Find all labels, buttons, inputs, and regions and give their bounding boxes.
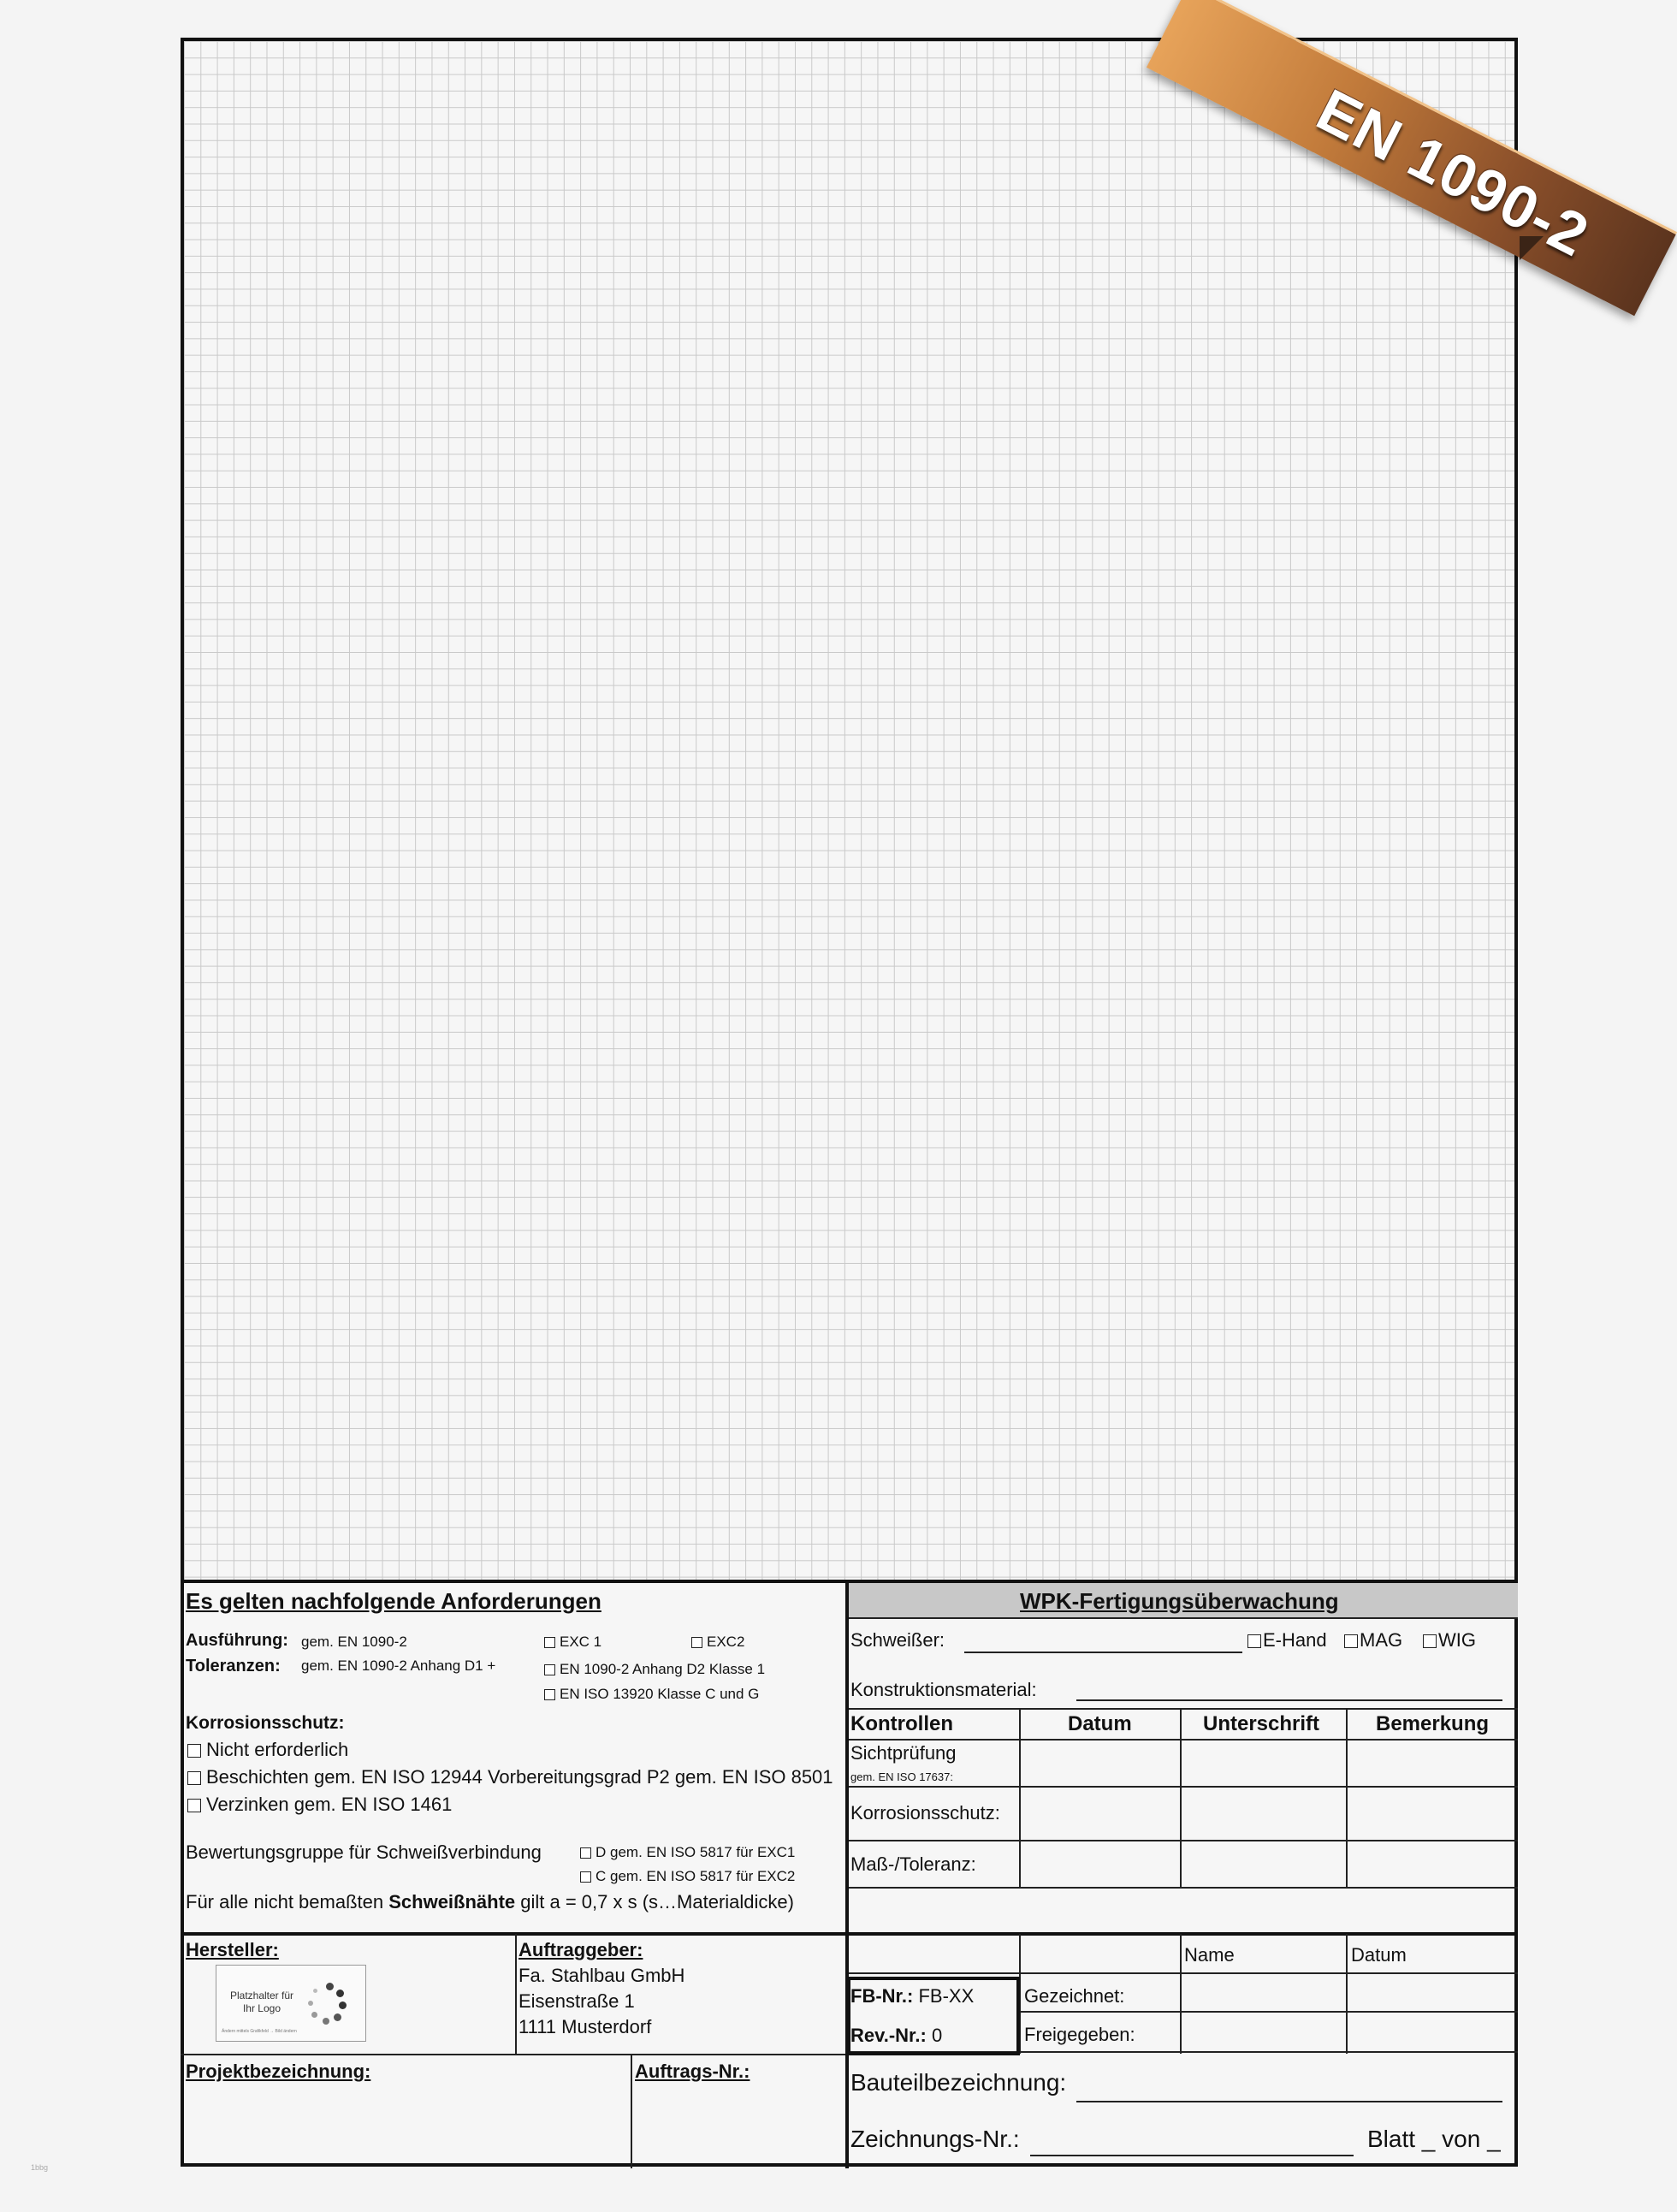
ehand-checkbox[interactable] [1247,1634,1261,1648]
toleranzen-label: Toleranzen: [186,1657,281,1675]
row-korrosionsschutz: Korrosionsschutz: [850,1802,1000,1824]
korrosion-label-1: Nicht erforderlich [206,1739,349,1760]
requirements-title: Es gelten nachfolgende Anforderungen [186,1588,601,1614]
tb-datum-header: Datum [1351,1944,1407,1966]
logo-hint: Ändern mittels Grafikfeld → Bild ändern [222,2029,297,2034]
logo-placeholder[interactable] [216,1965,366,2042]
col-bemerkung: Bemerkung [1376,1712,1490,1735]
rev-label: Rev.-Nr.: [850,2025,927,2046]
auftragsnr-label: Auftrags-Nr.: [635,2061,750,2082]
zeichnung-label: Zeichnungs-Nr.: [850,2126,1020,2152]
gezeichnet-label: Gezeichnet: [1024,1985,1125,2007]
proc-wig[interactable] [1423,1631,1476,1650]
bewertung-option-1[interactable] [580,1845,795,1859]
wpk-table-header-line [849,1739,1518,1741]
fb-nr [850,1987,974,2006]
korrosion-option-2[interactable] [187,1768,833,1787]
naht-prefix: Für alle nicht bemaßten [186,1891,389,1913]
bewertung-option-2[interactable] [580,1869,795,1883]
toleranzen-value: gem. EN 1090-2 Anhang D1 + [301,1658,496,1674]
bewertung-label-1: D gem. EN ISO 5817 für EXC1 [596,1844,796,1860]
col-unterschrift: Unterschrift [1203,1712,1320,1735]
bauteil-field[interactable] [1076,2101,1502,2102]
tolerance-label-2: EN ISO 13920 Klasse C und G [560,1686,760,1702]
zeichnung-field[interactable] [1030,2155,1354,2156]
logo-dot [326,1983,334,1990]
mag-checkbox[interactable] [1344,1634,1358,1648]
schweissnaht-note [186,1893,794,1912]
wpk-row-line-3 [849,1887,1518,1889]
naht-suffix: gilt a = 0,7 x s (s…Materialdicke) [515,1891,794,1913]
wpk-row-line-1 [849,1786,1518,1788]
col-kontrollen: Kontrollen [850,1712,953,1735]
wpk-table-top [849,1708,1518,1710]
row-mass-toleranz: Maß-/Toleranz: [850,1853,976,1875]
wpk-header-underline [849,1617,1518,1619]
exc2-label: EXC2 [707,1634,745,1650]
wpk-col-div-2 [1180,1708,1182,1889]
ribbon-text: EN 1090-2 [1307,75,1600,270]
hersteller-label: Hersteller: [186,1939,279,1960]
en1090-ribbon [1104,0,1600,282]
auftraggeber-line-2: Eisenstraße 1 [519,1990,635,2012]
naht-bold: Schweißnähte [388,1891,516,1913]
fb-label: FB-Nr.: [850,1985,914,2007]
left-lower-line [181,2054,849,2055]
mag-label: MAG [1360,1629,1403,1651]
schweisser-label: Schweißer: [850,1629,945,1651]
tolerance-checkbox-2[interactable] [544,1689,555,1700]
wig-label: WIG [1438,1629,1476,1651]
bewertung-label-2: C gem. EN ISO 5817 für EXC2 [596,1868,796,1884]
bauteil-label: Bauteilbezeichnung: [850,2069,1067,2096]
hersteller-divider [515,1934,517,2054]
wpk-title: WPK-Fertigungsüberwachung [1020,1588,1339,1614]
bewertung-checkbox-1[interactable] [580,1847,591,1859]
bewertung-label: Bewertungsgruppe für Schweißverbindung [186,1841,542,1863]
proc-mag[interactable] [1344,1631,1402,1650]
exc2-option[interactable] [691,1634,744,1649]
exc2-checkbox[interactable] [691,1637,702,1648]
freigegeben-label: Freigegeben: [1024,2024,1135,2045]
tb-name-header: Name [1184,1944,1235,1966]
logo-dot [311,2012,317,2018]
exc1-option[interactable] [544,1634,601,1649]
schweisser-field[interactable] [964,1652,1242,1653]
projekt-divider [631,2054,632,2168]
korrosion-label-3: Verzinken gem. EN ISO 1461 [206,1794,453,1815]
exc1-checkbox[interactable] [544,1637,555,1648]
tb-col-div-3 [1346,1934,1348,2054]
col-datum: Datum [1068,1712,1132,1735]
auftraggeber-line-3: 1111 Musterdorf [519,2016,652,2037]
ehand-label: E-Hand [1263,1629,1327,1651]
material-label: Konstruktionsmaterial: [850,1679,1037,1700]
korrosion-option-1[interactable] [187,1741,348,1759]
auftraggeber-line-1: Fa. Stahlbau GmbH [519,1965,685,1986]
korrosion-checkbox-1[interactable] [187,1744,201,1758]
korrosion-label: Korrosionsschutz: [186,1713,345,1733]
ribbon-fold [1520,236,1544,260]
material-field[interactable] [1076,1699,1502,1701]
tolerance-option-2[interactable] [544,1687,759,1701]
logo-placeholder-text: Platzhalter für Ihr Logo [229,1990,294,2014]
tolerance-checkbox-1[interactable] [544,1664,555,1675]
tb-line-3 [1020,2051,1518,2053]
document-id: 1bbg [31,2163,49,2172]
korrosion-option-3[interactable] [187,1795,452,1814]
mid-block-border [181,1932,1518,1936]
projekt-label: Projektbezeichnung: [186,2061,371,2082]
tb-line-2 [1020,2011,1518,2013]
ausfuehrung-value: gem. EN 1090-2 [301,1634,407,1650]
logo-dot [339,2001,347,2009]
tolerance-option-1[interactable] [544,1662,765,1676]
auftraggeber-label: Auftraggeber: [519,1939,643,1960]
proc-ehand[interactable] [1247,1631,1327,1650]
fb-value: FB-XX [918,1985,975,2007]
tolerance-label-1: EN 1090-2 Anhang D2 Klasse 1 [560,1661,766,1677]
logo-dot [323,2018,329,2025]
block-center-divider [845,1580,849,2168]
rev-nr [850,2026,942,2045]
korrosion-label-2: Beschichten gem. EN ISO 12944 Vorbereitungsgrad P2 gem. EN ISO 8501 [206,1766,833,1788]
logo-dot [308,2001,313,2006]
korrosion-checkbox-2[interactable] [187,1771,201,1785]
bewertung-checkbox-2[interactable] [580,1871,591,1883]
ausfuehrung-label: Ausführung: [186,1631,288,1650]
logo-dot [313,1989,317,1993]
wpk-col-div-1 [1019,1708,1021,1889]
rev-value: 0 [931,2025,943,2046]
logo-dot [336,1990,344,1997]
tb-line-1 [849,1972,1518,1974]
tb-col-div-2 [1180,1934,1182,2054]
wpk-col-div-3 [1346,1708,1348,1889]
row-sichtpruefung-sub: gem. EN ISO 17637: [850,1770,953,1783]
wpk-row-line-2 [849,1840,1518,1841]
logo-dot [334,2013,341,2021]
row-sichtpruefung: Sichtprüfung [850,1742,957,1764]
ribbon-band [1147,0,1677,316]
korrosion-checkbox-3[interactable] [187,1799,201,1812]
blatt-label: Blatt _ von _ [1367,2126,1501,2152]
wig-checkbox[interactable] [1423,1634,1437,1648]
exc1-label: EXC 1 [560,1634,602,1650]
